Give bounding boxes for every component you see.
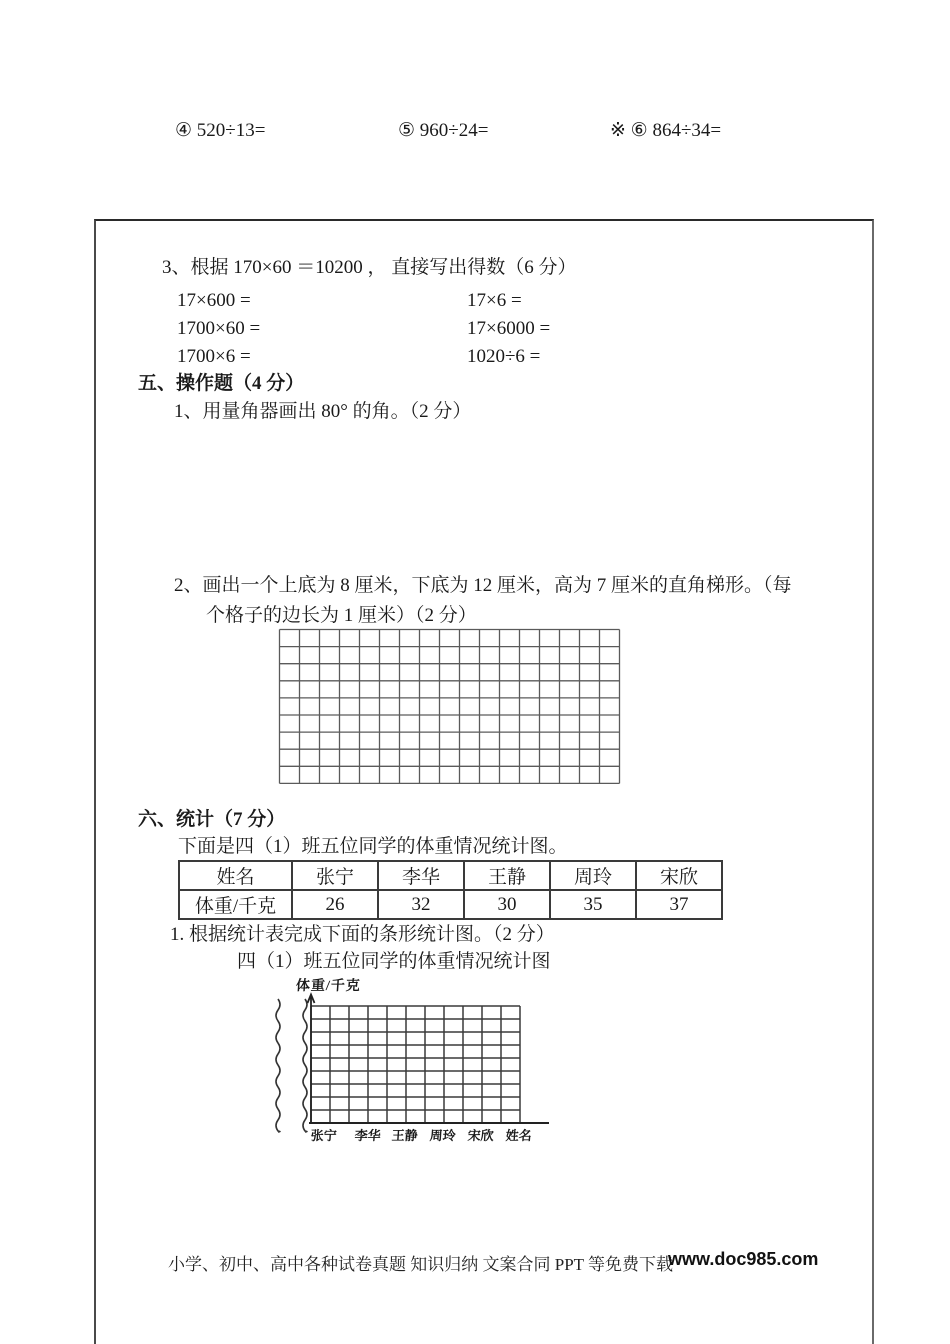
q3-eq-2-right: 17×6000 =: [467, 318, 551, 339]
chart-grid-svg: [267, 992, 567, 1142]
x-axis-title: 姓名: [505, 1128, 533, 1143]
bar-chart-title: 四（1）班五位同学的体重情况统计图: [237, 951, 551, 972]
section5-heading: 五、操作题（4 分）: [138, 373, 305, 394]
x-label-student-2: 李华: [354, 1128, 382, 1143]
q3-eq-3-right: 1020÷6 =: [467, 346, 541, 367]
bar-chart-area: [267, 973, 587, 1153]
table-cell-weight-5: 37: [636, 890, 722, 919]
weight-statistics-table: [178, 860, 723, 920]
q5-2-text-line1: 2、画出一个上底为 8 厘米，下底为 12 厘米，高为 7 厘米的直角梯形。（每: [174, 575, 792, 596]
table-cell-student-2: 李华: [378, 861, 464, 890]
q3-eq-1-right: 17×6 =: [467, 290, 522, 311]
x-label-student-3: 王静: [391, 1128, 419, 1143]
chart-y-axis-label: 体重/千克: [295, 979, 362, 994]
trapezoid-drawing-grid: [278, 628, 623, 788]
table-cell-weight-4: 35: [550, 890, 636, 919]
table-row-names: [179, 861, 722, 890]
table-row-weights: [179, 890, 722, 919]
scale-placeholder-left-squiggle: [276, 999, 280, 1132]
q3-eq-1-left: 17×600 =: [177, 290, 251, 311]
table-header-weight: 体重/千克: [179, 890, 292, 919]
table-cell-weight-2: 32: [378, 890, 464, 919]
chart-grid-lines: [311, 1006, 520, 1123]
table-cell-weight-1: 26: [292, 890, 378, 919]
table-cell-weight-3: 30: [464, 890, 550, 919]
q3-title: 3、根据 170×60 ＝10200 ， 直接写出得数（6 分）: [162, 257, 577, 278]
footer-site-link[interactable]: www.doc985.com: [668, 1249, 819, 1269]
table-cell-student-3: 王静: [464, 861, 550, 890]
q5-2-text-line2: 个格子的边长为 1 厘米）（2 分）: [206, 605, 477, 626]
q5-1-text: 1、用量角器画出 80° 的角。（2 分）: [174, 401, 472, 422]
problem-6-starred: ※ ⑥ 864÷34=: [610, 120, 722, 141]
table-cell-student-4: 周玲: [550, 861, 636, 890]
table-cell-student-5: 宋欣: [636, 861, 722, 890]
table-cell-student-1: 张宁: [292, 861, 378, 890]
content-border-box: [94, 219, 874, 1344]
x-label-student-4: 周玲: [429, 1128, 457, 1143]
q3-eq-3-left: 1700×6 =: [177, 346, 251, 367]
problem-4: ④ 520÷13=: [175, 120, 266, 141]
footer-promo-text: 小学、初中、高中各种试卷真题 知识归纳 文案合同 PPT 等免费下载: [168, 1255, 673, 1274]
x-label-student-1: 张宁: [310, 1128, 338, 1143]
q6-1-text: 1. 根据统计表完成下面的条形统计图。（2 分）: [170, 924, 555, 945]
problem-5: ⑤ 960÷24=: [398, 120, 489, 141]
scale-placeholder-right-squiggle: [303, 999, 307, 1132]
x-label-student-5: 宋欣: [467, 1128, 495, 1143]
section6-heading: 六、统计（7 分）: [138, 809, 286, 830]
table-header-name: 姓名: [179, 861, 292, 890]
q3-eq-2-left: 1700×60 =: [177, 318, 261, 339]
division-problems-row: [0, 118, 950, 144]
stats-intro-text: 下面是四（1）班五位同学的体重情况统计图。: [178, 836, 568, 857]
